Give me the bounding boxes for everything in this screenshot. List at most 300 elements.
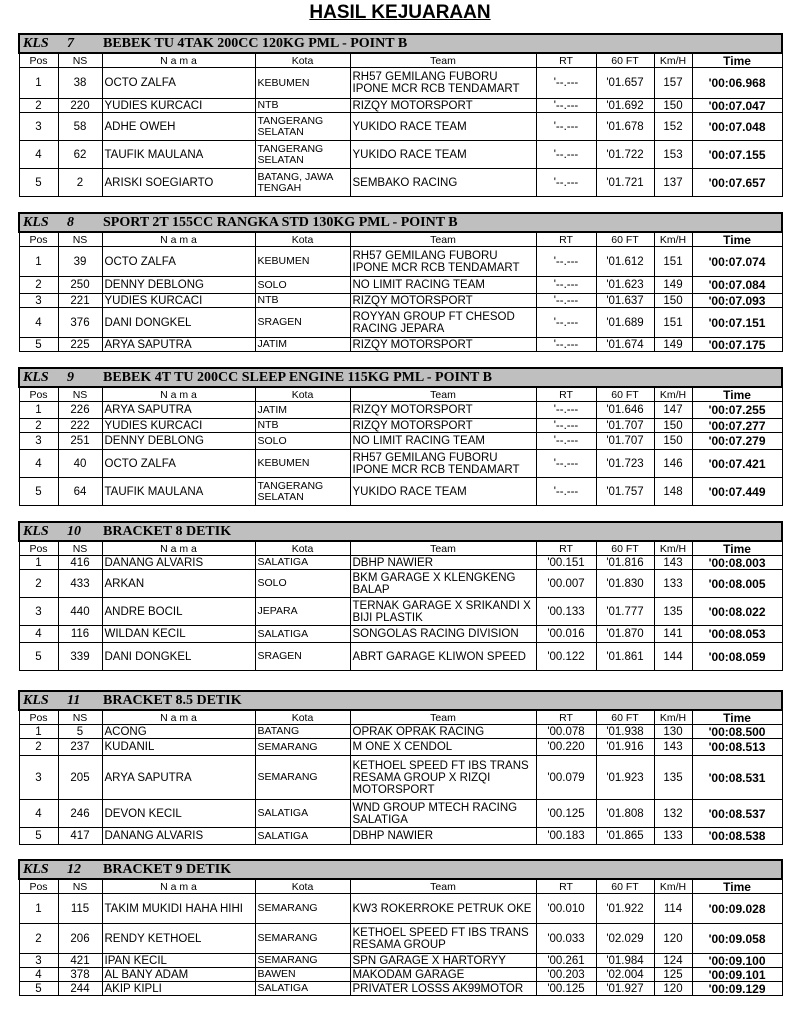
result-rt: '00.125 (536, 800, 596, 828)
result-ns: 62 (58, 141, 102, 169)
class-title (19, 860, 782, 879)
table-row (19, 756, 782, 800)
result-team: RH57 GEMILANG FUBORU IPONE MCR RCB TENDAMART (350, 450, 536, 478)
col-header-pos: Pos (19, 710, 58, 725)
result-nama: AKIP KIPLI (102, 982, 255, 996)
result-ns: 417 (58, 828, 102, 845)
class-title (19, 34, 782, 53)
result-nama: OCTO ZALFA (102, 247, 255, 277)
result-ns: 115 (58, 894, 102, 924)
result-team: NO LIMIT RACING TEAM (350, 277, 536, 294)
class-section-10 (18, 521, 781, 671)
result-team: YUKIDO RACE TEAM (350, 478, 536, 506)
result-kota: JEPARA (255, 598, 350, 626)
result-ns: 244 (58, 982, 102, 996)
col-header-nama: N a m a (102, 53, 255, 68)
table-row (19, 968, 782, 982)
result-nama: ARYA SAPUTRA (102, 338, 255, 352)
table-row (19, 643, 782, 671)
results-table (18, 367, 783, 506)
table-row (19, 141, 782, 169)
result-time: '00:09.101 (692, 968, 782, 982)
result-ns: 339 (58, 643, 102, 671)
table-row (19, 294, 782, 308)
result-kmh: 149 (654, 277, 692, 294)
class-name: BEBEK 4T TU 200CC SLEEP ENGINE 115KG PML - POINT B (103, 369, 492, 385)
col-header-ns: NS (58, 232, 102, 247)
result-kmh: 125 (654, 968, 692, 982)
result-60ft: '02.004 (596, 968, 654, 982)
result-60ft: '01.646 (596, 402, 654, 419)
result-60ft: '01.777 (596, 598, 654, 626)
result-ns: 221 (58, 294, 102, 308)
col-header-60ft: 60 FT (596, 541, 654, 556)
col-header-nama: N a m a (102, 387, 255, 402)
result-nama: ADHE OWEH (102, 113, 255, 141)
result-time: '00:08.005 (692, 570, 782, 598)
result-60ft: '01.657 (596, 68, 654, 99)
result-nama: TAUFIK MAULANA (102, 141, 255, 169)
result-pos: 2 (19, 924, 58, 954)
col-header-rt: RT (536, 53, 596, 68)
col-header-kota: Kota (255, 387, 350, 402)
result-pos: 1 (19, 68, 58, 99)
result-ns: 5 (58, 725, 102, 739)
result-kmh: 147 (654, 402, 692, 419)
result-nama: WILDAN KECIL (102, 626, 255, 643)
result-60ft: '01.689 (596, 308, 654, 338)
result-nama: AL BANY ADAM (102, 968, 255, 982)
col-header-60ft: 60 FT (596, 232, 654, 247)
result-pos: 5 (19, 828, 58, 845)
header-row (19, 53, 782, 68)
result-kmh: 124 (654, 954, 692, 968)
result-rt: '--.--- (536, 433, 596, 450)
result-nama: OCTO ZALFA (102, 68, 255, 99)
class-label: KLS (23, 523, 49, 539)
class-name: BRACKET 9 DETIK (103, 861, 232, 877)
result-team: SPN GARAGE X HARTORYY (350, 954, 536, 968)
result-nama: DANANG ALVARIS (102, 828, 255, 845)
result-team: ROYYAN GROUP FT CHESOD RACING JEPARA (350, 308, 536, 338)
result-60ft: '01.722 (596, 141, 654, 169)
result-time: '00:06.968 (692, 68, 782, 99)
table-row (19, 828, 782, 845)
result-nama: ARKAN (102, 570, 255, 598)
table-row (19, 954, 782, 968)
col-header-ns: NS (58, 710, 102, 725)
result-nama: DANI DONGKEL (102, 308, 255, 338)
col-header-nama: N a m a (102, 232, 255, 247)
result-kmh: 120 (654, 924, 692, 954)
result-kota: NTB (255, 294, 350, 308)
result-ns: 237 (58, 739, 102, 756)
page-title (0, 2, 800, 24)
result-nama: TAUFIK MAULANA (102, 478, 255, 506)
class-title-row (19, 522, 782, 541)
result-rt: '00.007 (536, 570, 596, 598)
result-kmh: 151 (654, 247, 692, 277)
result-team: M ONE X CENDOL (350, 739, 536, 756)
result-nama: DEVON KECIL (102, 800, 255, 828)
result-60ft: '01.938 (596, 725, 654, 739)
result-team: KW3 ROKERROKE PETRUK OKE (350, 894, 536, 924)
result-kota: NTB (255, 419, 350, 433)
result-pos: 2 (19, 570, 58, 598)
table-row (19, 739, 782, 756)
header-row (19, 710, 782, 725)
class-section-9 (18, 367, 781, 506)
result-kota: SRAGEN (255, 308, 350, 338)
col-header-ns: NS (58, 879, 102, 894)
result-time: '00:07.175 (692, 338, 782, 352)
result-time: '00:08.500 (692, 725, 782, 739)
result-rt: '00.010 (536, 894, 596, 924)
class-title (19, 213, 782, 232)
col-header-kmh: Km/H (654, 541, 692, 556)
result-rt: '--.--- (536, 478, 596, 506)
result-pos: 3 (19, 294, 58, 308)
col-header-time: Time (692, 879, 782, 894)
result-kota: SOLO (255, 277, 350, 294)
table-row (19, 419, 782, 433)
result-ns: 206 (58, 924, 102, 954)
result-team: RH57 GEMILANG FUBORU IPONE MCR RCB TENDAMART (350, 247, 536, 277)
result-60ft: '01.692 (596, 99, 654, 113)
table-row (19, 450, 782, 478)
col-header-pos: Pos (19, 232, 58, 247)
class-label: KLS (23, 369, 49, 385)
result-team: TERNAK GARAGE X SRIKANDI X BIJI PLASTIK (350, 598, 536, 626)
result-ns: 378 (58, 968, 102, 982)
col-header-time: Time (692, 232, 782, 247)
class-number: 9 (67, 369, 74, 385)
class-section-12 (18, 859, 781, 996)
result-pos: 1 (19, 247, 58, 277)
result-time: '00:09.028 (692, 894, 782, 924)
result-time: '00:08.053 (692, 626, 782, 643)
result-ns: 58 (58, 113, 102, 141)
col-header-kmh: Km/H (654, 710, 692, 725)
table-row (19, 478, 782, 506)
col-header-kota: Kota (255, 879, 350, 894)
result-time: '00:07.421 (692, 450, 782, 478)
result-kota: BATANG, JAWA TENGAH (255, 169, 350, 197)
col-header-60ft: 60 FT (596, 387, 654, 402)
result-rt: '00.133 (536, 598, 596, 626)
class-number: 10 (67, 523, 81, 539)
result-rt: '--.--- (536, 294, 596, 308)
result-kota: TANGERANG SELATAN (255, 141, 350, 169)
result-nama: YUDIES KURCACI (102, 99, 255, 113)
class-name: BEBEK TU 4TAK 200CC 120KG PML - POINT B (103, 35, 408, 51)
col-header-kmh: Km/H (654, 53, 692, 68)
col-header-rt: RT (536, 541, 596, 556)
result-60ft: '01.623 (596, 277, 654, 294)
result-kmh: 150 (654, 99, 692, 113)
result-ns: 40 (58, 450, 102, 478)
table-row (19, 68, 782, 99)
result-kmh: 150 (654, 294, 692, 308)
result-team: RH57 GEMILANG FUBORU IPONE MCR RCB TENDAMART (350, 68, 536, 99)
result-rt: '00.220 (536, 739, 596, 756)
col-header-kota: Kota (255, 710, 350, 725)
class-number: 11 (67, 692, 81, 708)
result-60ft: '01.865 (596, 828, 654, 845)
result-kmh: 135 (654, 598, 692, 626)
result-pos: 5 (19, 338, 58, 352)
result-kmh: 152 (654, 113, 692, 141)
result-60ft: '01.984 (596, 954, 654, 968)
class-title-row (19, 860, 782, 879)
table-row (19, 598, 782, 626)
result-time: '00:09.129 (692, 982, 782, 996)
result-ns: 222 (58, 419, 102, 433)
results-table (18, 33, 783, 197)
class-label: KLS (23, 214, 49, 230)
result-60ft: '01.830 (596, 570, 654, 598)
result-kmh: 130 (654, 725, 692, 739)
result-team: ABRT GARAGE KLIWON SPEED (350, 643, 536, 671)
result-team: PRIVATER LOSSS AK99MOTOR (350, 982, 536, 996)
result-pos: 1 (19, 894, 58, 924)
result-kmh: 151 (654, 308, 692, 338)
result-rt: '--.--- (536, 99, 596, 113)
result-ns: 250 (58, 277, 102, 294)
result-time: '00:09.058 (692, 924, 782, 954)
result-nama: DANI DONGKEL (102, 643, 255, 671)
result-kota: KEBUMEN (255, 450, 350, 478)
result-pos: 3 (19, 756, 58, 800)
table-row (19, 982, 782, 996)
table-row (19, 113, 782, 141)
result-60ft: '01.721 (596, 169, 654, 197)
result-time: '00:08.537 (692, 800, 782, 828)
result-kmh: 137 (654, 169, 692, 197)
result-60ft: '02.029 (596, 924, 654, 954)
header-row (19, 879, 782, 894)
class-title (19, 368, 782, 387)
table-row (19, 402, 782, 419)
col-header-time: Time (692, 541, 782, 556)
result-kota: NTB (255, 99, 350, 113)
class-section-11 (18, 690, 781, 845)
result-rt: '--.--- (536, 450, 596, 478)
col-header-kmh: Km/H (654, 387, 692, 402)
result-ns: 2 (58, 169, 102, 197)
result-rt: '00.183 (536, 828, 596, 845)
result-ns: 251 (58, 433, 102, 450)
result-kmh: 135 (654, 756, 692, 800)
result-time: '00:07.047 (692, 99, 782, 113)
result-nama: YUDIES KURCACI (102, 294, 255, 308)
col-header-nama: N a m a (102, 710, 255, 725)
result-rt: '00.122 (536, 643, 596, 671)
result-pos: 3 (19, 598, 58, 626)
result-kmh: 120 (654, 982, 692, 996)
result-time: '00:08.513 (692, 739, 782, 756)
results-table (18, 690, 783, 845)
result-kota: JATIM (255, 338, 350, 352)
result-team: RIZQY MOTORSPORT (350, 294, 536, 308)
result-team: OPRAK OPRAK RACING (350, 725, 536, 739)
result-nama: ANDRE BOCIL (102, 598, 255, 626)
table-row (19, 308, 782, 338)
class-name: BRACKET 8 DETIK (103, 523, 232, 539)
result-kota: KEBUMEN (255, 68, 350, 99)
result-kmh: 148 (654, 478, 692, 506)
class-section-7 (18, 33, 781, 197)
col-header-kmh: Km/H (654, 879, 692, 894)
col-header-kota: Kota (255, 53, 350, 68)
result-pos: 2 (19, 419, 58, 433)
result-kota: TANGERANG SELATAN (255, 478, 350, 506)
result-kota: BAWEN (255, 968, 350, 982)
result-ns: 38 (58, 68, 102, 99)
result-team: BKM GARAGE X KLENGKENG BALAP (350, 570, 536, 598)
result-nama: DENNY DEBLONG (102, 433, 255, 450)
result-nama: KUDANIL (102, 739, 255, 756)
result-time: '00:07.657 (692, 169, 782, 197)
result-60ft: '01.861 (596, 643, 654, 671)
result-60ft: '01.870 (596, 626, 654, 643)
col-header-team: Team (350, 387, 536, 402)
result-60ft: '01.723 (596, 450, 654, 478)
col-header-60ft: 60 FT (596, 879, 654, 894)
result-ns: 64 (58, 478, 102, 506)
result-team: RIZQY MOTORSPORT (350, 419, 536, 433)
col-header-ns: NS (58, 53, 102, 68)
class-title-row (19, 34, 782, 53)
col-header-pos: Pos (19, 387, 58, 402)
col-header-rt: RT (536, 387, 596, 402)
class-title (19, 691, 782, 710)
result-team: KETHOEL SPEED FT IBS TRANS RESAMA GROUP (350, 924, 536, 954)
result-team: NO LIMIT RACING TEAM (350, 433, 536, 450)
table-row (19, 626, 782, 643)
col-header-kota: Kota (255, 232, 350, 247)
result-ns: 205 (58, 756, 102, 800)
result-kota: SALATIGA (255, 556, 350, 570)
result-team: YUKIDO RACE TEAM (350, 141, 536, 169)
result-kota: SOLO (255, 433, 350, 450)
class-title-row (19, 368, 782, 387)
result-kota: SRAGEN (255, 643, 350, 671)
result-team: RIZQY MOTORSPORT (350, 338, 536, 352)
col-header-time: Time (692, 710, 782, 725)
result-kota: SOLO (255, 570, 350, 598)
class-number: 7 (67, 35, 74, 51)
result-pos: 1 (19, 402, 58, 419)
result-time: '00:07.074 (692, 247, 782, 277)
result-60ft: '01.816 (596, 556, 654, 570)
result-nama: ARYA SAPUTRA (102, 402, 255, 419)
result-ns: 376 (58, 308, 102, 338)
result-kmh: 133 (654, 828, 692, 845)
result-pos: 3 (19, 433, 58, 450)
result-pos: 4 (19, 450, 58, 478)
table-row (19, 277, 782, 294)
class-title (19, 522, 782, 541)
result-kota: JATIM (255, 402, 350, 419)
result-60ft: '01.916 (596, 739, 654, 756)
result-nama: RENDY KETHOEL (102, 924, 255, 954)
result-pos: 4 (19, 308, 58, 338)
result-team: DBHP NAWIER (350, 556, 536, 570)
result-rt: '--.--- (536, 338, 596, 352)
result-team: RIZQY MOTORSPORT (350, 402, 536, 419)
result-ns: 421 (58, 954, 102, 968)
col-header-pos: Pos (19, 541, 58, 556)
result-ns: 39 (58, 247, 102, 277)
table-row (19, 570, 782, 598)
class-label: KLS (23, 692, 49, 708)
result-rt: '--.--- (536, 308, 596, 338)
class-label: KLS (23, 35, 49, 51)
table-row (19, 433, 782, 450)
result-kota: SALATIGA (255, 828, 350, 845)
result-team: RIZQY MOTORSPORT (350, 99, 536, 113)
result-time: '00:07.151 (692, 308, 782, 338)
result-pos: 2 (19, 277, 58, 294)
results-table (18, 212, 783, 352)
result-pos: 5 (19, 478, 58, 506)
result-team: SONGOLAS RACING DIVISION (350, 626, 536, 643)
result-rt: '--.--- (536, 402, 596, 419)
result-kota: SALATIGA (255, 626, 350, 643)
result-time: '00:07.255 (692, 402, 782, 419)
result-rt: '00.078 (536, 725, 596, 739)
result-kmh: 114 (654, 894, 692, 924)
result-nama: DENNY DEBLONG (102, 277, 255, 294)
header-row (19, 232, 782, 247)
result-time: '00:07.048 (692, 113, 782, 141)
result-pos: 1 (19, 725, 58, 739)
result-time: '00:08.059 (692, 643, 782, 671)
result-nama: OCTO ZALFA (102, 450, 255, 478)
result-rt: '--.--- (536, 141, 596, 169)
result-60ft: '01.707 (596, 433, 654, 450)
result-kota: SEMARANG (255, 924, 350, 954)
result-time: '00:07.155 (692, 141, 782, 169)
result-time: '00:07.277 (692, 419, 782, 433)
result-pos: 2 (19, 99, 58, 113)
result-team: SEMBAKO RACING (350, 169, 536, 197)
result-kota: SALATIGA (255, 800, 350, 828)
result-kmh: 132 (654, 800, 692, 828)
result-rt: '00.203 (536, 968, 596, 982)
col-header-team: Team (350, 53, 536, 68)
header-row (19, 387, 782, 402)
result-60ft: '01.808 (596, 800, 654, 828)
result-ns: 225 (58, 338, 102, 352)
result-ns: 440 (58, 598, 102, 626)
results-table (18, 521, 783, 671)
result-kmh: 150 (654, 419, 692, 433)
result-60ft: '01.612 (596, 247, 654, 277)
col-header-rt: RT (536, 710, 596, 725)
col-header-kota: Kota (255, 541, 350, 556)
result-kmh: 146 (654, 450, 692, 478)
page-title-text: HASIL KEJUARAAN (309, 2, 491, 23)
result-60ft: '01.678 (596, 113, 654, 141)
result-time: '00:08.003 (692, 556, 782, 570)
result-time: '00:08.022 (692, 598, 782, 626)
results-table (18, 859, 783, 996)
header-row (19, 541, 782, 556)
result-pos: 3 (19, 954, 58, 968)
result-rt: '00.125 (536, 982, 596, 996)
